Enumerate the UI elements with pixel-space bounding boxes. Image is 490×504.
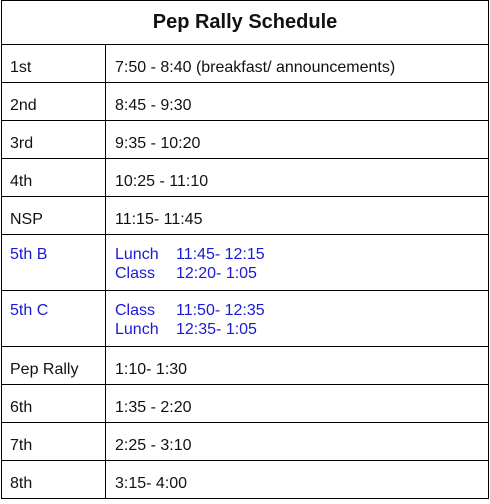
- period-cell: [2, 197, 106, 235]
- table-row: [2, 83, 489, 121]
- period-label: NSP: [10, 211, 43, 228]
- time-value: 11:15- 11:45: [115, 211, 203, 228]
- sub-line-time: 11:50- 12:35: [176, 302, 265, 319]
- time-cell: [106, 347, 489, 385]
- period-cell: [2, 385, 106, 423]
- time-value: 7:50 - 8:40 (breakfast/ announcements): [115, 59, 396, 76]
- sub-line-time: 12:20- 1:05: [176, 265, 257, 282]
- time-value: 2:25 - 3:10: [115, 437, 192, 454]
- period-label: 1st: [10, 59, 32, 76]
- table-row: [2, 423, 489, 461]
- time-value: 9:35 - 10:20: [115, 135, 201, 152]
- period-label: 3rd: [10, 135, 34, 152]
- time-cell: [106, 121, 489, 159]
- period-label: 7th: [10, 437, 33, 454]
- period-label: 8th: [10, 475, 33, 492]
- period-cell: [2, 159, 106, 197]
- table-row: [2, 291, 489, 347]
- table-row: [2, 461, 489, 499]
- period-label: 2nd: [10, 97, 37, 114]
- table-row: [2, 159, 489, 197]
- table-row: [2, 385, 489, 423]
- period-cell: [2, 461, 106, 499]
- time-cell: [106, 83, 489, 121]
- time-cell: [106, 423, 489, 461]
- time-value: 3:15- 4:00: [115, 475, 188, 492]
- time-value: 1:35 - 2:20: [115, 399, 192, 416]
- table-row: [2, 347, 489, 385]
- time-cell: [106, 461, 489, 499]
- sub-line-time: 11:45- 12:15: [176, 246, 265, 263]
- time-value: 8:45 - 9:30: [115, 97, 192, 114]
- schedule-table: [1, 0, 489, 499]
- sub-line-label: Lunch: [115, 321, 159, 338]
- table-row: [2, 45, 489, 83]
- schedule-sub-line: [115, 245, 488, 264]
- time-cell: [106, 291, 489, 347]
- time-value: 1:10- 1:30: [115, 361, 188, 378]
- table-title: Pep Rally Schedule: [2, 1, 489, 45]
- schedule-sub-line: [115, 301, 488, 320]
- sub-line-label: Class: [115, 302, 156, 319]
- period-cell: [2, 291, 106, 347]
- table-row: [2, 197, 489, 235]
- period-cell: [2, 423, 106, 461]
- schedule-sub-line: [115, 264, 488, 283]
- time-cell: [106, 197, 489, 235]
- period-cell: [2, 347, 106, 385]
- period-label: 5th B: [10, 246, 48, 263]
- sub-line-time: 12:35- 1:05: [176, 321, 257, 338]
- time-cell: [106, 159, 489, 197]
- time-value: 10:25 - 11:10: [115, 173, 209, 190]
- period-cell: [2, 235, 106, 291]
- period-label: 4th: [10, 173, 33, 190]
- period-label: 6th: [10, 399, 33, 416]
- period-cell: [2, 83, 106, 121]
- sub-line-label: Lunch: [115, 246, 159, 263]
- period-cell: [2, 45, 106, 83]
- time-cell: [106, 235, 489, 291]
- table-row: [2, 121, 489, 159]
- period-label: 5th C: [10, 302, 49, 319]
- time-cell: [106, 385, 489, 423]
- schedule-sub-line: [115, 320, 488, 339]
- table-row: [2, 235, 489, 291]
- title-row: [2, 1, 489, 45]
- period-label: Pep Rally: [10, 361, 79, 378]
- sub-line-label: Class: [115, 265, 156, 282]
- time-cell: [106, 45, 489, 83]
- period-cell: [2, 121, 106, 159]
